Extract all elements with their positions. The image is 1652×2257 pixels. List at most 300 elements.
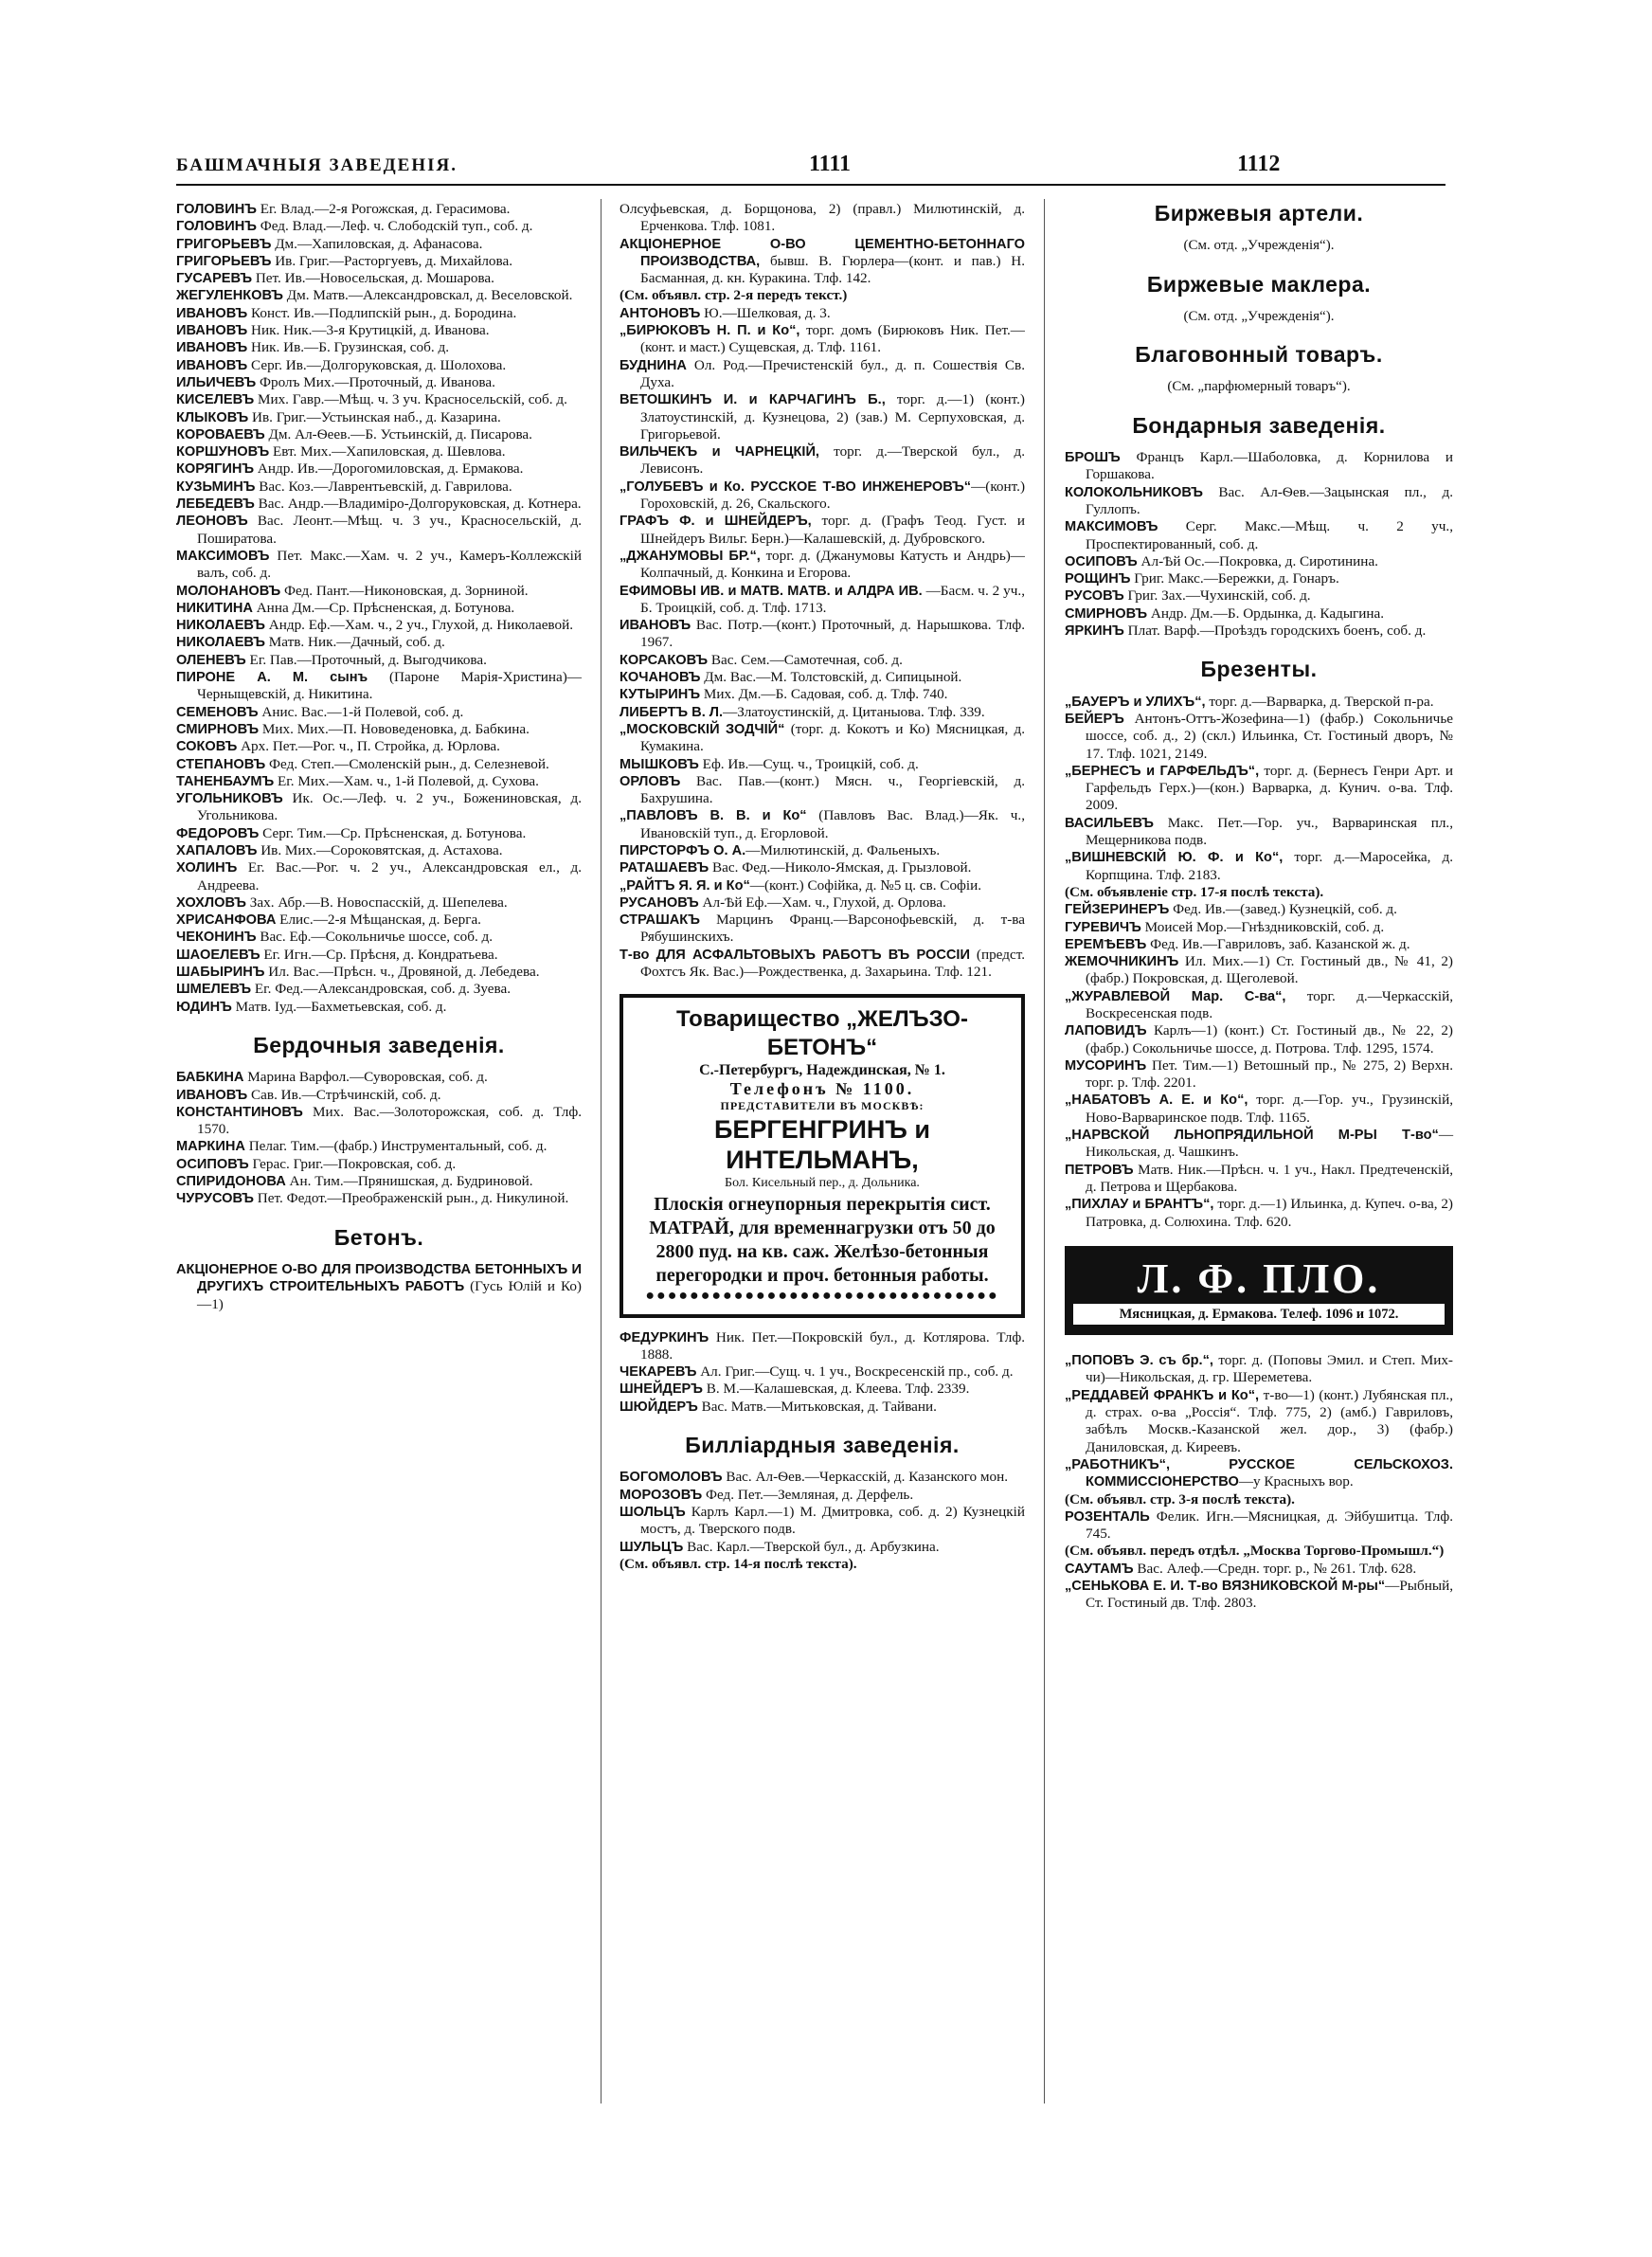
entries-list [620, 201, 1025, 981]
directory-entry [176, 357, 582, 374]
entry-details: Макс. Пет.—Гор. уч., Варваринская пл., Мещерникова подв. [1086, 814, 1453, 849]
entry-details: —Никольская, д. Чашкинъ. [1086, 1127, 1453, 1161]
directory-entry [620, 1539, 1025, 1556]
directory-entry [176, 426, 582, 443]
directory-entry [176, 894, 582, 912]
ad-title: Товарищество „ЖЕЛЪЗО-БЕТОНЪ“ [676, 1006, 968, 1061]
entry-name: НИКОЛАЕВЪ [176, 618, 265, 634]
directory-entry [176, 652, 582, 669]
directory-entry [620, 236, 1025, 288]
column-divider [1044, 199, 1045, 2104]
entry-details: Фелик. Игн.—Мясницкая, д. Эйбушитца. Тлф. 745. [1086, 1508, 1453, 1543]
entry-details: (торг. д. Кокотъ и Ко) Мясницкая, д. Кумакина. [640, 720, 1025, 755]
entry-name: „РАБОТНИКЪ“, РУССКОЕ СЕЛЬСКОХОЗ. КОММИССІОНЕРСТВО [1065, 1456, 1453, 1490]
directory-entry [176, 999, 582, 1016]
entry-name: МАРКИНА [176, 1139, 245, 1155]
entry-name: КОРШУНОВЪ [176, 444, 270, 460]
entry-name: ШОЛЬЦЪ [620, 1504, 686, 1520]
entry-name: КОРЯГИНЪ [176, 461, 255, 478]
entry-details: Вас. Алеф.—Средн. торг. р., № 261. Тлф. 628. [1133, 1560, 1417, 1577]
entry-details: Пет. Макс.—Хам. ч. 2 уч., Камеръ-Коллежскій валъ, соб. д. [197, 547, 582, 582]
entry-details: Вас. Еф.—Сокольничье шоссе, соб. д. [256, 929, 494, 946]
directory-entry [1065, 988, 1453, 1023]
entry-name: ГУРЕВИЧЪ [1065, 919, 1141, 935]
entry-details: Мих. Мих.—П. Нововеденовка, д. Бабкина. [259, 720, 530, 737]
directory-entry [176, 634, 582, 651]
entry-details: В. М.—Калашевская, д. Клеева. Тлф. 2339. [702, 1381, 970, 1398]
entry-name: „РАЙТЪ Я. Я. и Ко“ [620, 877, 750, 894]
entry-name: АКЦIОНЕРНОЕ О-ВО ЦЕМЕНТНО-БЕТОННАГО ПРОИЗВОДСТВА, [620, 236, 1025, 269]
entry-details: Ив. Григ.—Устьинская наб., д. Казарина. [248, 408, 501, 425]
ad-phone: Телефонъ № 1100. [729, 1078, 915, 1098]
ad-dot-border: ●●●●●●●●●●●●●●●●●●●●●●●●●●●●●●●● [645, 1287, 999, 1304]
ad-text: Плоскія огнеупорныя перекрытія сист. МАТРАЙ, для временнагрузки отъ 50 до 2800 пуд. на кв. саж. Желѣзо-бетонныя перегородки и проч. бетонныя работы. [649, 1193, 996, 1286]
entry-name: КОРОВАЕВЪ [176, 426, 265, 442]
directory-entry [176, 738, 582, 755]
section-heading: Билліардныя заведенія. [685, 1433, 960, 1458]
entry-name: СПИРИДОНОВА [176, 1174, 286, 1190]
directory-entry [176, 704, 582, 721]
directory-entry [620, 617, 1025, 652]
entry-details: Ал-Ѣй Еф.—Хам. ч., Глухой, д. Орлова. [698, 894, 946, 911]
entry-name: „ГОЛУБЕВЪ и Ко. РУССКОЕ Т-ВО ИНЖЕНЕРОВЪ“ [620, 478, 972, 495]
entry-details: Вас. Леонт.—Мѣщ. ч. 3 уч., Красносельскій, д. Поширатова. [197, 513, 582, 547]
entry-details: Вас. Сем.—Самотечная, соб. д. [708, 651, 903, 668]
directory-entry [176, 721, 582, 738]
column-1 [176, 201, 582, 1313]
entry-details: Еф. Ив.—Сущ. ч., Троицкій, соб. д. [698, 755, 919, 772]
entry-details: Вас. Фед.—Николо-Ямская, д. Грызловой. [709, 859, 972, 876]
entry-name: ЕРЕМѢЕВЪ [1065, 936, 1147, 952]
directory-entry [620, 807, 1025, 842]
entry-details: Сав. Ив.—Стрѣчинскій, соб. д. [247, 1086, 441, 1103]
directory-entry [176, 929, 582, 946]
entry-name: ИВАНОВЪ [620, 618, 691, 634]
directory-entry [1065, 815, 1453, 850]
entry-name: ИВАНОВЪ [176, 305, 248, 321]
entry-details: —(конт.) Гороховскій, д. 26, Скальского. [640, 478, 1025, 513]
entry-name: ЛЕБЕДЕВЪ [176, 497, 255, 513]
section-heading: Бердочныя заведенія. [253, 1032, 505, 1057]
directory-entry [620, 842, 1025, 859]
entry-details: (См. объявл. передъ отдѣл. „Москва Торгово-Промышл.“) [1065, 1543, 1445, 1560]
ad-rep-address: Бол. Кисельный пер., д. Дольника. [725, 1176, 920, 1191]
directory-entry [620, 548, 1025, 583]
entry-name: ВЕТОШКИНЪ И. и КАРЧАГИНЪ Б., [620, 392, 886, 408]
directory-entry [176, 1190, 582, 1207]
entry-name: ФЕДУРКИНЪ [620, 1329, 709, 1345]
entry-name: КЛЫКОВЪ [176, 409, 249, 425]
entry-name: МОЛОНАНОВЪ [176, 583, 281, 599]
entry-details: Фед. Пант.—Никоновская, д. Зорниной. [280, 582, 529, 599]
directory-entry [1065, 1057, 1453, 1092]
directory-entry [620, 1363, 1025, 1381]
entry-details: торг. д. (Бернесъ Генри Арт. и Гарфельдъ Герх.)—(кон.) Варварка, д. Кунич. о-ва. Тлф. 2009. [1086, 762, 1453, 814]
entry-name: РУСАНОВЪ [620, 894, 699, 911]
entry-details: —(конт.) Софійка, д. №5 ц. св. Софіи. [749, 876, 982, 894]
column-2 [620, 201, 1025, 1573]
entry-details: Пет. Федот.—Преображенскій рын., д. Никулиной. [253, 1190, 569, 1207]
directory-entry [1065, 623, 1453, 640]
page-number-right: 1112 [1237, 152, 1281, 176]
entry-details: Серг. Ив.—Долгоруковская, д. Шолохова. [247, 356, 507, 373]
directory-entry [176, 322, 582, 339]
entry-name: КУТЫРИНЪ [620, 687, 701, 703]
entry-details: Олсуфьевская, д. Борщонова, 2) (правл.) Милютинскій, д. Ерченкова. Тлф. 1081. [620, 201, 1025, 235]
entry-name: ВАСИЛЬЕВЪ [1065, 815, 1154, 831]
entry-name: АНТОНОВЪ [620, 305, 701, 321]
directory-entry [176, 773, 582, 790]
entry-name: „НАБАТОВЪ А. Е. и Ко“, [1065, 1092, 1248, 1109]
directory-entry [1065, 553, 1453, 570]
entry-name: Т-во ДЛЯ АСФАЛЬТОВЫХЪ РАБОТЪ ВЪ РОССІИ [620, 947, 970, 963]
entry-details: Ал-Ѣй Ос.—Покровка, д. Сиротинина. [1137, 552, 1378, 569]
entry-name: „НАРВСКОЙ ЛЬНОПРЯДИЛЬНОЙ М-РЫ Т-во“ [1065, 1128, 1439, 1144]
entry-details: Мих. Вас.—Золоторожская, соб. д. Тлф. 1570. [197, 1103, 582, 1138]
directory-entry [1065, 1162, 1453, 1197]
entry-details: (предст. Фохтсъ Як. Вас.)—Рождественка, д. Захарьина. Тлф. 121. [640, 946, 1025, 981]
directory-entry [176, 1173, 582, 1190]
directory-entry [176, 1138, 582, 1155]
directory-entry [1065, 901, 1453, 918]
directory-entry [1065, 518, 1453, 553]
entry-details: Ив. Мих.—Сороковятская, д. Астахова. [257, 841, 503, 858]
directory-entry [620, 894, 1025, 912]
entry-name: „ДЖАНУМОВЫ БР.“, [620, 548, 761, 564]
directory-entry [620, 513, 1025, 548]
entry-details: торг. д.—1) (конт.) Златоустинскій, д. Кузнецова, 2) (зав.) М. Серпуховская, д. Григорьевой. [640, 391, 1025, 442]
entry-name: ОСИПОВЪ [176, 1156, 249, 1172]
entry-name: РАТАШАЕВЪ [620, 860, 709, 876]
entry-name: ХОЛИНЪ [176, 860, 238, 876]
directory-entry [176, 859, 582, 894]
directory-entry [176, 478, 582, 496]
entry-details: Ег. Пав.—Проточный, д. Выгодчикова. [245, 651, 487, 668]
entry-name: БРОШЪ [1065, 450, 1121, 466]
directory-entry [176, 842, 582, 859]
entry-details: Ник. Ив.—Б. Грузинская, соб. д. [247, 339, 449, 356]
entry-details: Григ. Макс.—Бережки, д. Гонаръ. [1130, 570, 1339, 587]
entry-details: Анна Дм.—Ср. Прѣсненская, д. Ботунова. [252, 599, 515, 616]
entry-name: ЧЕКОНИНЪ [176, 930, 257, 946]
directory-entry [176, 947, 582, 964]
directory-entry [1065, 484, 1453, 519]
entry-details: Матв. Ник.—Дачный, соб. д. [264, 634, 445, 651]
entry-name: КИСЕЛЕВЪ [176, 392, 255, 408]
directory-entry [620, 686, 1025, 703]
entry-details: Пелаг. Тим.—(фабр.) Инструментальный, соб. д. [244, 1138, 548, 1155]
directory-entry [1065, 763, 1453, 815]
entry-name: ХРИСАНФОВА [176, 912, 277, 929]
directory-entry [176, 236, 582, 253]
entry-details: Герас. Григ.—Покровская, соб. д. [248, 1155, 457, 1172]
entries-list [176, 1261, 582, 1313]
entry-details: т-во—1) (конт.) Лубянская пл., д. страх. о-ва „Россія“. Тлф. 775, 2) (амб.) Гавриловъ, забѣлъ Москв.-Казанской жел. дор., 3) (фабр.) Даниловская, д. Киреевъ. [1086, 1386, 1453, 1455]
entry-name: „СЕНЬКОВА Е. И. Т-во ВЯЗНИКОВСКОЙ М-ры“ [1065, 1579, 1386, 1594]
entry-name: РУСОВЪ [1065, 588, 1124, 605]
entry-name: БУДНИНА [620, 357, 687, 373]
directory-entry [620, 1329, 1025, 1364]
directory-entry [620, 583, 1025, 618]
directory-entry [1065, 849, 1453, 884]
directory-entry [620, 1504, 1025, 1539]
entry-name: „БИРЮКОВЪ Н. П. и Ко“, [620, 323, 800, 339]
entry-name: ЛЕОНОВЪ [176, 514, 248, 530]
directory-entry [176, 339, 582, 356]
entry-name: ШЮЙДЕРЪ [620, 1399, 698, 1415]
directory-entry [176, 443, 582, 460]
entry-name: „МОСКОВСКІЙ ЗОДЧІЙ“ [620, 721, 785, 737]
section-heading: Благовонный товаръ. [1135, 342, 1383, 368]
entry-name: ГРИГОРЬЕВЪ [176, 253, 272, 269]
directory-entry [1065, 1196, 1453, 1231]
section-heading: Бетонъ. [333, 1224, 424, 1250]
entry-name: „ПАВЛОВЪ В. В. и Ко“ [620, 808, 807, 824]
directory-entry [1065, 694, 1453, 711]
directory-entry [620, 201, 1025, 236]
directory-entry [1065, 711, 1453, 763]
entry-name: „ПИХЛАУ и БРАНТЪ“, [1065, 1197, 1214, 1213]
directory-entry [176, 1104, 582, 1139]
entry-details: Фед. Степ.—Смоленскій рын., д. Селезневой. [265, 755, 549, 772]
entry-details: Серг. Макс.—Мѣщ. ч. 2 уч., Проспектированный, соб. д. [1086, 518, 1453, 552]
entry-details: (См. объявл. стр. 2-я передъ текст.) [620, 287, 848, 304]
directory-entry [1065, 1561, 1453, 1578]
entry-name: ПИРСТОРФЪ О. А. [620, 842, 746, 858]
entry-details: Вас. Андр.—Владиміро-Долгоруковская, д. Котнера. [254, 496, 582, 513]
entry-name: МАКСИМОВЪ [176, 548, 270, 564]
entry-name: ИВАНОВЪ [176, 323, 248, 339]
directory-entry [176, 1069, 582, 1086]
entries-list [1065, 694, 1453, 1231]
entry-name: ШУЛЬЦЪ [620, 1539, 684, 1555]
entry-details: Матв. Iуд.—Бахметьевская, соб. д. [231, 998, 447, 1015]
directory-entry [176, 964, 582, 981]
entry-details: (Павловъ Вас. Влад.)—Як. ч., Ивановскій туп., д. Егорловой. [640, 807, 1025, 841]
entry-details: Ег. Вас.—Рог. ч. 2 уч., Александровская ел., д. Андреева. [197, 859, 582, 894]
entry-details: Вас. Пав.—(конт.) Мясн. ч., Георгіевскій, д. Бахрушина. [640, 772, 1025, 807]
entry-details: Марина Варфол.—Суворовская, соб. д. [243, 1069, 488, 1086]
entry-name: БЕЙЕРЪ [1065, 711, 1124, 727]
entry-details: торг. д.—Варварка, д. Тверской п-ра. [1205, 693, 1434, 710]
entry-details: Евт. Мих.—Хапиловская, д. Шевлова. [269, 443, 506, 460]
entry-name: „БЕРНЕСЪ и ГАРФЕЛЬДЪ“, [1065, 763, 1260, 779]
entry-name: КУЗЬМИНЪ [176, 478, 256, 495]
entry-name: СМИРНОВЪ [176, 721, 260, 737]
entry-name: ШАБЫРИНЪ [176, 965, 265, 981]
directory-entry [176, 409, 582, 426]
ad-rep-label: ПРЕДСТАВИТЕЛИ ВЪ МОСКВѢ: [720, 1098, 925, 1112]
section-heading: Биржевые маклера. [1146, 271, 1372, 297]
entry-details: торг. д. (Поповы Эмил. и Степ. Мих-чи)—Никольская, д. гр. Шереметева. [1086, 1352, 1453, 1386]
entry-details: Ил. Мих.—1) Ст. Гостиный дв., № 41, 2) (фабр.) Покровская, д. Щеголевой. [1086, 953, 1453, 987]
entry-name: МАКСИМОВЪ [1065, 519, 1158, 535]
entry-name: ГУСАРЕВЪ [176, 271, 253, 287]
advertisement-zhelezo-beton [620, 994, 1025, 1317]
entry-details: Конст. Ив.—Подлипскій рын., д. Бородина. [247, 304, 517, 321]
entry-name: ЖЕМОЧНИКИНЪ [1065, 954, 1179, 970]
entry-name: ПЕТРОВЪ [1065, 1162, 1134, 1178]
directory-entry [1065, 1092, 1453, 1127]
entry-name: РОЗЕНТАЛЬ [1065, 1508, 1150, 1525]
entry-details: Фед. Влад.—Леф. ч. Слободскій туп., соб. д. [256, 218, 533, 235]
entry-details: Ан. Тим.—Прянишская, д. Будриновой. [285, 1173, 533, 1190]
directory-entry [176, 600, 582, 617]
entry-details: Ик. Ос.—Леф. ч. 2 уч., Божениновская, д. Угольникова. [197, 790, 582, 824]
entry-details: —Басм. ч. 2 уч., Б. Троицкій, соб. д. Тлф. 1713. [640, 582, 1026, 616]
entries-list [176, 201, 582, 1016]
entry-name: „ПОПОВЪ Э. съ бр.“, [1065, 1353, 1213, 1369]
entry-details: Матв. Ник.—Прѣсн. ч. 1 уч., Накл. Предтеченскій, д. Петрова и Щербакова. [1086, 1161, 1453, 1195]
directory-entry [176, 1156, 582, 1173]
directory-entry [1065, 936, 1453, 953]
directory-entry [620, 877, 1025, 894]
entry-details: (См. объявл. стр. 3-я послѣ текста). [1065, 1490, 1295, 1508]
entry-name: ПИРОНЕ А. М. сынъ [176, 670, 368, 686]
directory-entry [620, 357, 1025, 392]
ad-logo: Л. Ф. ПЛО. [1137, 1255, 1381, 1302]
directory-entry [620, 1556, 1025, 1573]
entry-details: Мих. Дм.—Б. Садовая, соб. д. Тлф. 740. [700, 686, 948, 703]
page-number-left: 1111 [809, 152, 852, 176]
entry-details: (Гусь Юлій и Ко)—1) [197, 1278, 582, 1312]
directory-entry [176, 1261, 582, 1313]
directory-entry [620, 721, 1025, 756]
directory-entry [1065, 1508, 1453, 1544]
section-heading: Брезенты. [1200, 657, 1318, 682]
entry-details: Ник. Ник.—3-я Крутицкій, д. Иванова. [247, 322, 490, 339]
entry-details: Ал. Григ.—Сущ. ч. 1 уч., Воскресенскій пр., соб. д. [696, 1363, 1014, 1381]
entry-name: ОСИПОВЪ [1065, 553, 1138, 569]
entry-name: КОЛОКОЛЬНИКОВЪ [1065, 484, 1203, 500]
entry-details: Ол. Род.—Пречистенскій бул., д. п. Сошествія Св. Духа. [640, 356, 1025, 390]
entry-details: Фролъ Мих.—Проточный, д. Иванова. [256, 373, 495, 390]
entry-name: „ВИШНЕВСКІЙ Ю. Ф. и Ко“, [1065, 850, 1284, 866]
directory-entry [1065, 1456, 1453, 1491]
entry-name: ЮДИНЪ [176, 999, 232, 1015]
directory-entry [620, 305, 1025, 322]
entry-details: Марцинъ Франц.—Варсонофьевскій, д. т-ва Рябушинскихъ. [640, 912, 1025, 946]
entry-details: Антонъ-Оттъ-Жозефина—1) (фабр.) Сокольничье шоссе, соб. д., 2) (скл.) Ильинка, Ст. Гостиный дворъ, № 17. Тлф. 1021, 2149. [1086, 710, 1453, 762]
directory-entry [176, 287, 582, 304]
entry-name: НИКОЛАЕВЪ [176, 635, 265, 651]
directory-entry [176, 669, 582, 704]
directory-entry [1065, 1022, 1453, 1057]
directory-entry [176, 756, 582, 773]
directory-entry [620, 756, 1025, 773]
entry-name: СМИРНОВЪ [1065, 605, 1148, 622]
entry-details: Францъ Карл.—Шаболовка, д. Корнилова и Горшакова. [1086, 449, 1453, 483]
section-heading: Бондарныя заведенія. [1132, 412, 1386, 438]
directory-entry [620, 669, 1025, 686]
entry-name: ФЕДОРОВЪ [176, 825, 260, 841]
directory-entry [620, 443, 1025, 478]
ad-city: С.-Петербургъ, Надеждинская, № 1. [699, 1062, 945, 1079]
entry-details: Вас. Матв.—Митьковская, д. Тайвани. [697, 1398, 937, 1415]
entry-details: Фед. Пет.—Земляная, д. Дерфель. [702, 1486, 914, 1503]
directory-entry [620, 287, 1025, 304]
entry-details: Вас. Ал-Ѳев.—Черкасскій, д. Казанского мон. [722, 1469, 1009, 1486]
directory-entry [176, 374, 582, 391]
entry-details: Фед. Ив.—Гавриловъ, заб. Казанской ж. д. [1146, 935, 1410, 952]
entry-name: ЧЕКАРЕВЪ [620, 1364, 697, 1381]
entry-details: Фед. Ив.—(завед.) Кузнецкій, соб. д. [1169, 901, 1397, 918]
entry-details: Дм.—Хапиловская, д. Афанасова. [271, 235, 483, 252]
entry-name: ХОХЛОВЪ [176, 894, 246, 911]
directory-entry [620, 391, 1025, 443]
directory-entry [176, 1087, 582, 1104]
cross-reference: (См. „парфюмерный товаръ“). [1167, 379, 1351, 395]
entry-details: Пет. Тим.—1) Ветошный пр., № 275, 2) Верхн. торг. р. Тлф. 2201. [1086, 1056, 1453, 1092]
entry-name: БОГОМОЛОВЪ [620, 1470, 723, 1486]
entry-details: Серг. Тим.—Ср. Прѣсненская, д. Ботунова. [259, 824, 527, 841]
entry-name: ЧУРУСОВЪ [176, 1191, 254, 1207]
entry-name: ШМЕЛЕВЪ [176, 982, 252, 998]
entry-details: торг. д.—Гор. уч., Грузинскій, Ново-Варваринское подв. Тлф. 1165. [1086, 1092, 1453, 1126]
entry-details: Вас. Потр.—(конт.) Проточный, д. Нарышкова. Тлф. 1967. [640, 617, 1025, 651]
entry-name: „БАУЕРЪ и УЛИХЪ“, [1065, 694, 1206, 710]
directory-entry [620, 1487, 1025, 1504]
entries-list [620, 1469, 1025, 1573]
entry-details: Вас. Ал-Ѳев.—Зацынская пл., д. Гуллопъ. [1086, 483, 1453, 517]
entry-details: Дм. Ал-Ѳеев.—Б. Устьинскій, д. Писарова. [264, 425, 532, 442]
entry-name: АКЦIОНЕРНОЕ О-ВО ДЛЯ ПРОИЗВОДСТВА БЕТОННЫХЪ И ДРУГИХЪ СТРОИТЕЛЬНЫХЪ РАБОТЪ [176, 1261, 582, 1295]
entry-name: КОЧАНОВЪ [620, 670, 701, 686]
directory-entry [176, 981, 582, 998]
directory-entry [176, 548, 582, 583]
entry-details: Елис.—2-я Мѣщанская, д. Берга. [276, 912, 481, 929]
entry-name: ШНЕЙДЕРЪ [620, 1381, 703, 1398]
entry-details: Григ. Зах.—Чухинскій, соб. д. [1123, 587, 1311, 605]
entry-details: Вас. Карл.—Тверской бул., д. Арбузкина. [683, 1538, 940, 1555]
directory-entry [176, 513, 582, 548]
entry-name: РОЩИНЪ [1065, 571, 1131, 587]
entry-details: Андр. Ив.—Дорогомиловская, д. Ермакова. [254, 460, 524, 478]
cross-reference: (См. отд. „Учрежденія“). [1183, 238, 1335, 254]
entry-name: ЖЕГУЛЕНКОВЪ [176, 288, 283, 304]
directory-entry [1065, 1491, 1453, 1508]
entry-name: НИКИТИНА [176, 600, 253, 616]
running-head [176, 152, 1446, 186]
directory-entry [620, 1399, 1025, 1416]
entry-name: „РЕДДАВЕЙ ФРАНКЪ и Ко“, [1065, 1387, 1260, 1403]
entry-details: Зах. Абр.—В. Новоспасскій, д. Шепелева. [245, 894, 508, 911]
directory-entry [620, 322, 1025, 357]
entry-details: торг. д.—Маросейка, д. Корпщина. Тлф. 2183. [1086, 849, 1454, 883]
entry-name: ОЛЕНЕВЪ [176, 652, 246, 668]
entry-details: (Пароне Марія-Христина)—Черныщевскій, д. Никитина. [197, 669, 582, 703]
entry-name: ОРЛОВЪ [620, 773, 681, 789]
entry-name: ГОЛОВИНЪ [176, 219, 257, 235]
entry-details: —Милютинскій, д. Фальеныхъ. [745, 841, 941, 858]
directory-entry [1065, 449, 1453, 484]
directory-entry [176, 496, 582, 513]
entry-name: КОРСАКОВЪ [620, 652, 709, 668]
directory-entry [176, 270, 582, 287]
entry-details: (См. объявл. стр. 14-я послѣ текста). [620, 1555, 857, 1572]
directory-entry [1065, 1127, 1453, 1162]
entry-name: ГОЛОВИНЪ [176, 202, 257, 217]
entry-details: —Рыбный, Ст. Гостиный дв. Тлф. 2803. [1086, 1578, 1453, 1612]
entry-details: торг. домъ (Бирюковъ Ник. Пет.—(конт. и маст.) Сущевская, д. Тлф. 1161. [640, 322, 1025, 356]
directory-entry [620, 704, 1025, 721]
entry-details: торг. д. (Джанумовы Катусть и Андрь)—Колпачный, д. Конкина и Егорова. [640, 547, 1025, 582]
entry-name: ИВАНОВЪ [176, 340, 248, 356]
entry-details: (См. объявленіе стр. 17-я послѣ текста). [1065, 883, 1324, 900]
entry-details: бывш. В. Гюрлера—(конт. и пав.) Н. Басманная, д. кн. Куракина. Тлф. 142. [640, 252, 1025, 287]
entry-details: Ю.—Шелковая, д. 3. [700, 304, 831, 321]
directory-entry [176, 305, 582, 322]
